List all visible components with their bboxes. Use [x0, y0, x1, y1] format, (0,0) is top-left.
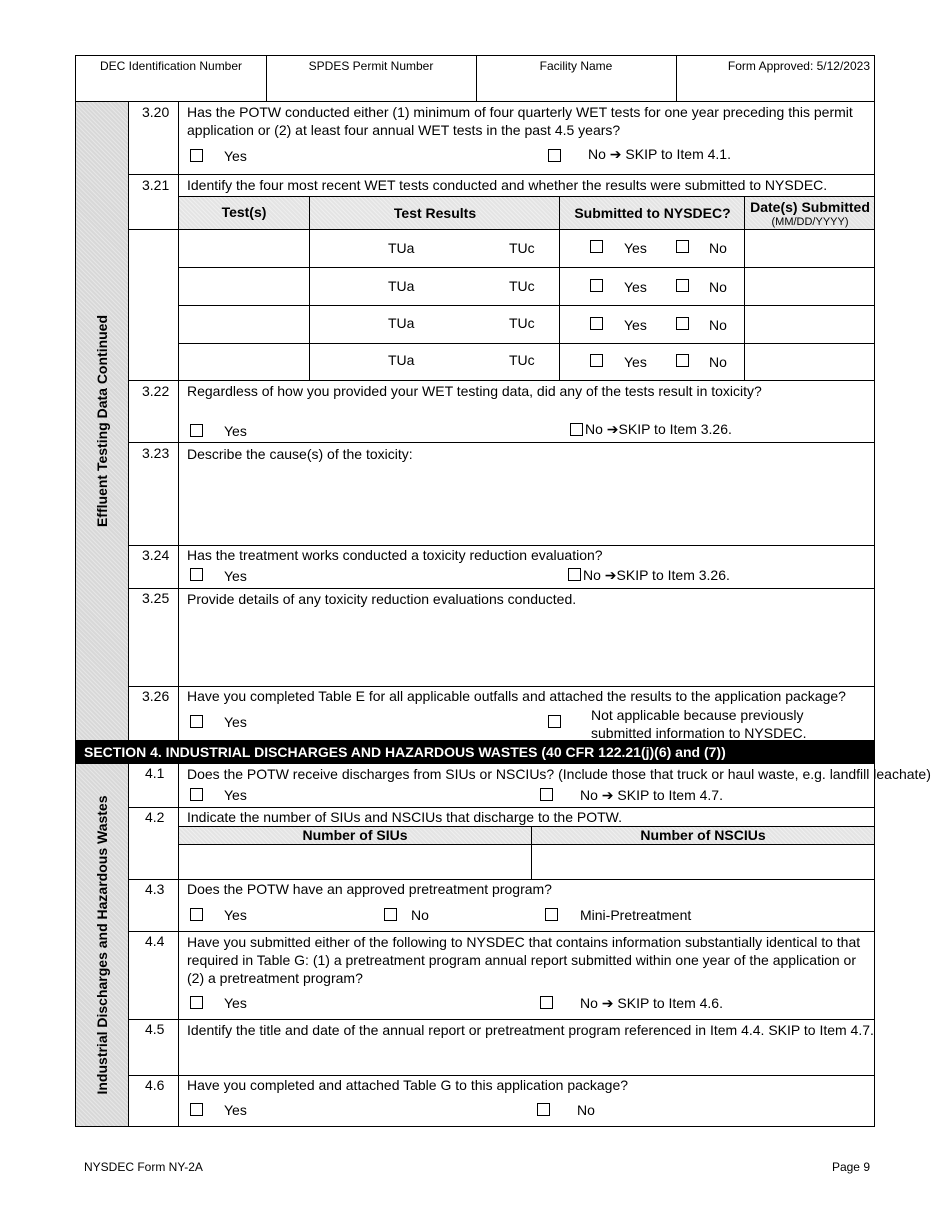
wet-row-2-no-label: No	[709, 279, 727, 295]
q43-number: 4.3	[145, 881, 165, 897]
q43-mini-checkbox[interactable]	[545, 908, 558, 921]
wet-row-2-yes-label: Yes	[624, 279, 647, 295]
q44-text: Have you submitted either of the following to NYSDEC that contains information substantially identical to that required in Table G: (1) a pretreatment program annual report submitted within one year of the application or (2) a pretreatment program?	[187, 934, 861, 986]
spdes-permit-label: SPDES Permit Number	[308, 59, 434, 73]
wet-row-4-no-label: No	[709, 354, 727, 370]
q321-text: Identify the four most recent WET tests conducted and whether the results were submitted to NYSDEC.	[187, 177, 828, 193]
wet-row-2-yes-checkbox[interactable]	[590, 279, 603, 292]
wet-row-3-yes-checkbox[interactable]	[590, 317, 603, 330]
wet-col-results: Test Results	[393, 205, 477, 221]
wet-row-3	[179, 305, 875, 343]
q41-text: Does the POTW receive discharges from SIUs or NSCIUs? (Include those that truck or haul waste, e.g. landfill leachate)	[187, 766, 931, 782]
q42-number: 4.2	[145, 809, 165, 825]
q320-number: 3.20	[142, 104, 170, 120]
q46-yes-checkbox[interactable]	[190, 1103, 203, 1116]
wet-row-4-yes-checkbox[interactable]	[590, 354, 603, 367]
wet-col-submitted: Submitted to NYSDEC?	[574, 205, 731, 221]
wet-row-1-tuc: TUc	[509, 240, 535, 256]
section3-side-label: Effluent Testing Data Continued	[94, 314, 110, 528]
wet-row-2	[179, 267, 875, 305]
wet-row-4-no-checkbox[interactable]	[676, 354, 689, 367]
q326-na-checkbox[interactable]	[548, 715, 561, 728]
q320-no-checkbox[interactable]	[548, 149, 561, 162]
q326-text: Have you completed Table E for all applicable outfalls and attached the results to the application package?	[187, 688, 846, 704]
wet-row-1-no-checkbox[interactable]	[676, 240, 689, 253]
wet-row-3-yes-label: Yes	[624, 317, 647, 333]
form-approved-date: Form Approved: 5/12/2023	[727, 59, 870, 73]
q323-number: 3.23	[142, 445, 170, 461]
section4-side-label: Industrial Discharges and Hazardous Wastes	[94, 795, 110, 1095]
q45-number: 4.5	[145, 1021, 165, 1037]
wet-row-3-tuc: TUc	[509, 315, 535, 331]
q44-no-label: No ➔ SKIP to Item 4.6.	[580, 995, 723, 1011]
wet-row-1-tua: TUa	[388, 240, 415, 256]
q46-yes-label: Yes	[224, 1102, 247, 1118]
section4-title-bar	[75, 741, 875, 763]
siu-count-input[interactable]	[179, 845, 530, 878]
q43-yes-checkbox[interactable]	[190, 908, 203, 921]
q320-yes-checkbox[interactable]	[190, 149, 203, 162]
q41-no-label: No ➔ SKIP to Item 4.7.	[580, 787, 723, 803]
q41-number: 4.1	[145, 765, 165, 781]
wet-row-3-tua: TUa	[388, 315, 415, 331]
q45-text: Identify the title and date of the annual report or pretreatment program referenced in Item 4.4. SKIP to Item 4.7.	[187, 1022, 874, 1038]
wet-row-2-tua: TUa	[388, 278, 415, 294]
q46-text: Have you completed and attached Table G to this application package?	[187, 1077, 629, 1093]
q322-yes-label: Yes	[224, 423, 247, 439]
wet-col-dates-format: (MM/DD/YYYY)	[771, 216, 849, 228]
q43-no-checkbox[interactable]	[384, 908, 397, 921]
q322-number: 3.22	[142, 383, 170, 399]
footer-page-number: Page 9	[831, 1160, 870, 1174]
q323-text: Describe the cause(s) of the toxicity:	[187, 446, 413, 462]
q46-number: 4.6	[145, 1077, 165, 1093]
footer-form-name: NYSDEC Form NY-2A	[84, 1160, 203, 1174]
q46-no-label: No	[577, 1102, 595, 1118]
q322-yes-checkbox[interactable]	[190, 424, 203, 437]
wet-row-1-no-label: No	[709, 240, 727, 256]
q43-no-label: No	[411, 907, 429, 923]
wet-row-3-no-checkbox[interactable]	[676, 317, 689, 330]
q44-yes-label: Yes	[224, 995, 247, 1011]
q322-text: Regardless of how you provided your WET testing data, did any of the tests result in toxicity?	[187, 383, 762, 399]
wet-col-tests: Test(s)	[221, 204, 267, 220]
q320-no-label: No ➔ SKIP to Item 4.1.	[588, 146, 731, 162]
wet-row-1-yes-checkbox[interactable]	[590, 240, 603, 253]
section4-sidebar	[76, 764, 129, 1126]
wet-row-1-yes-label: Yes	[624, 240, 647, 256]
q325-text: Provide details of any toxicity reduction evaluations conducted.	[187, 591, 577, 607]
q44-yes-checkbox[interactable]	[190, 996, 203, 1009]
q43-mini-label: Mini-Pretreatment	[580, 907, 692, 923]
section4-title: SECTION 4. INDUSTRIAL DISCHARGES AND HAZARDOUS WASTES (40 CFR 122.21(j)(6) and (7))	[84, 744, 726, 760]
q322-no-checkbox[interactable]	[570, 423, 583, 436]
wet-col-dates: Date(s) Submitted	[750, 199, 870, 215]
wet-row-1	[179, 229, 875, 267]
q43-yes-label: Yes	[224, 907, 247, 923]
q325-number: 3.25	[142, 590, 170, 606]
q44-no-checkbox[interactable]	[540, 996, 553, 1009]
q326-yes-checkbox[interactable]	[190, 715, 203, 728]
wet-row-2-no-checkbox[interactable]	[676, 279, 689, 292]
q322-no-label: No ➔SKIP to Item 3.26.	[585, 421, 732, 437]
wet-row-4	[179, 343, 875, 380]
wet-row-4-tuc: TUc	[509, 352, 535, 368]
q321-number: 3.21	[142, 177, 170, 193]
q46-no-checkbox[interactable]	[537, 1103, 550, 1116]
nsciu-count-input[interactable]	[532, 845, 874, 878]
wet-row-2-tuc: TUc	[509, 278, 535, 294]
dec-id-label: DEC Identification Number	[99, 59, 243, 73]
section3-sidebar	[76, 102, 129, 740]
wet-row-4-yes-label: Yes	[624, 354, 647, 370]
siu-col-nscius: Number of NSCIUs	[640, 827, 766, 843]
wet-row-4-tua: TUa	[388, 352, 415, 368]
form-header	[75, 55, 875, 101]
q324-yes-label: Yes	[224, 568, 247, 584]
q324-no-label: No ➔SKIP to Item 3.26.	[583, 567, 730, 583]
wet-row-3-no-label: No	[709, 317, 727, 333]
q320-text: Has the POTW conducted either (1) minimum of four quarterly WET tests for one year preceding this permit application or (2) at least four annual WET tests in the past 4.5 years?	[187, 104, 853, 138]
q326-na-label: Not applicable because previously submitted information to NYSDEC.	[591, 707, 807, 741]
q42-text: Indicate the number of SIUs and NSCIUs that discharge to the POTW.	[187, 809, 622, 825]
q41-no-checkbox[interactable]	[540, 788, 553, 801]
q326-yes-label: Yes	[224, 714, 247, 730]
q44-number: 4.4	[145, 933, 165, 949]
q326-number: 3.26	[142, 688, 170, 704]
q43-text: Does the POTW have an approved pretreatment program?	[187, 881, 552, 897]
q320-yes-label: Yes	[224, 148, 247, 164]
q41-yes-checkbox[interactable]	[190, 788, 203, 801]
q324-text: Has the treatment works conducted a toxicity reduction evaluation?	[187, 547, 603, 563]
siu-col-sius: Number of SIUs	[302, 827, 408, 843]
facility-name-label: Facility Name	[539, 59, 613, 73]
q41-yes-label: Yes	[224, 787, 247, 803]
q324-yes-checkbox[interactable]	[190, 568, 203, 581]
q324-number: 3.24	[142, 547, 170, 563]
q324-no-checkbox[interactable]	[568, 568, 581, 581]
